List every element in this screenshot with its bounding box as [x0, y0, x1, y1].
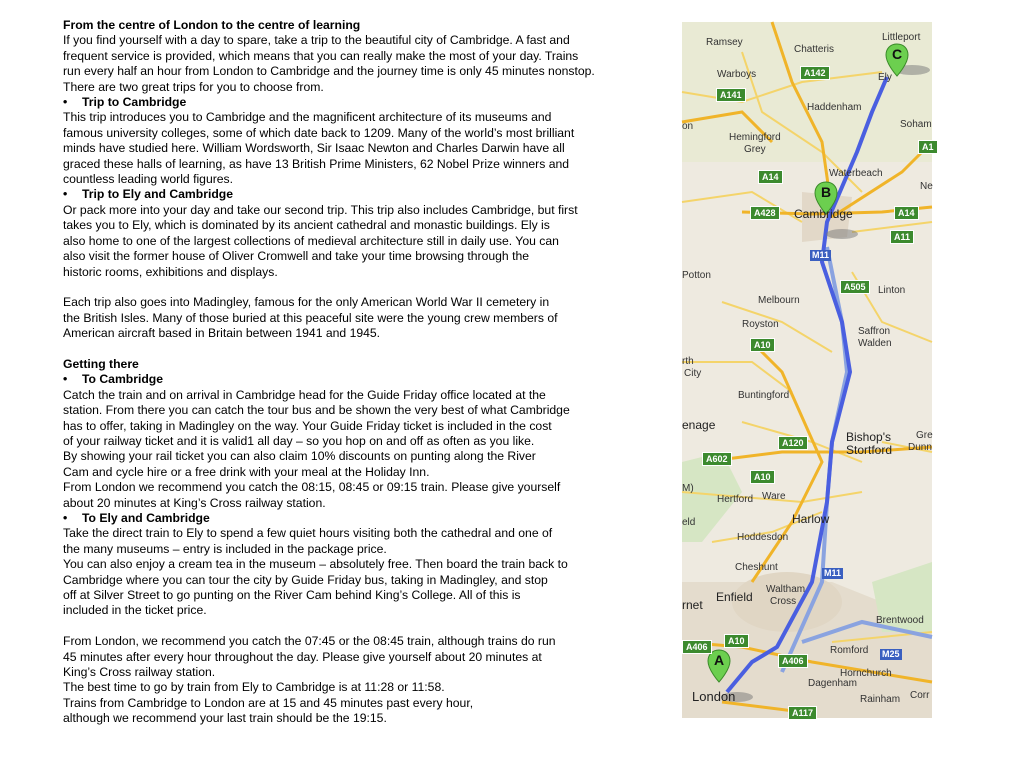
bullet-heading	[63, 95, 663, 110]
text-line: also visit the former house of Oliver Cromwell and take your time browsing through the	[63, 249, 530, 264]
place-melbourn: Melbourn	[758, 295, 800, 306]
road-shield-a14-left: A14	[758, 170, 783, 184]
place-rainham: Rainham	[860, 694, 901, 705]
text-line: You can also enjoy a cream tea in the museum – absolutely free. Then board the train back to	[63, 557, 568, 572]
text-line: also home to one of the largest collections of medieval architecture still in daily use. You can	[63, 233, 559, 248]
place-romford: Romford	[830, 645, 869, 656]
text-line: From London we recommend you catch the 08:15, 08:45 or 09:15 train. Please give yourself	[63, 480, 561, 495]
text-line: although we recommend your last train should be the 19:15.	[63, 711, 387, 726]
road-shield-a505: A505	[840, 280, 870, 294]
road-shield-a1-top: A1	[918, 140, 938, 154]
road-shield-a406-left: A406	[682, 640, 712, 654]
text-line: has to offer, taking in Madingley on the way. Your Guide Friday ticket is included in the cost	[63, 418, 552, 433]
road-shield-a10-mid: A10	[750, 338, 775, 352]
bullet-marker: •	[63, 510, 68, 525]
bullet-marker: •	[63, 372, 68, 387]
place-ely: Ely	[878, 72, 892, 83]
text-line: historic rooms, exhibitions and displays.	[63, 264, 278, 279]
place-harlow: Harlow	[792, 512, 830, 526]
place-waltham: Waltham	[766, 584, 806, 595]
bullet-heading	[63, 187, 663, 202]
road-shield-m25: M25	[882, 649, 900, 659]
place-city: City	[684, 368, 702, 379]
text-line: the many museums – entry is included in the package price.	[63, 541, 387, 556]
paragraph-gap	[63, 280, 663, 295]
place-cambridge: Cambridge	[794, 207, 853, 221]
text-line: station. From there you can catch the tour bus and be shown the very best of what Cambridge	[63, 403, 570, 418]
article-text	[63, 18, 663, 727]
text-line: minds have studied here. William Wordsworth, Sir Isaac Newton and Charles Darwin have all	[63, 141, 565, 156]
place-chatteris: Chatteris	[794, 44, 835, 55]
place-enfield: Enfield	[716, 590, 753, 604]
road-shield-a142: A142	[800, 66, 830, 80]
road-shield-a406-right: A406	[778, 654, 808, 668]
place-dunn: Dunn	[908, 442, 932, 453]
text-line: the British Isles. Many of those buried at this peaceful site were the young crew members of	[63, 310, 558, 325]
place-stortford: Stortford	[846, 443, 893, 457]
place-littleport: Littleport	[882, 32, 921, 43]
place-saffron: Saffron	[858, 326, 891, 337]
text-line: graced these halls of learning, as have 13 British Prime Ministers, 62 Nobel Prize winners and	[63, 156, 570, 171]
bullet-heading-text: Trip to Cambridge	[82, 95, 187, 110]
place-potton: Potton	[682, 270, 711, 281]
text-line: Cambridge where you can tour the city by Guide Friday bus, taking in Madingley, and stop	[63, 572, 548, 587]
place-london: London	[692, 689, 736, 704]
place-haddenham: Haddenham	[807, 102, 862, 113]
bullet-heading-text: Trip to Ely and Cambridge	[82, 187, 234, 202]
place-warboys: Warboys	[717, 69, 757, 80]
place-enage: enage	[682, 418, 716, 432]
paragraph-gap	[63, 619, 663, 634]
marker-a-label: A	[713, 652, 725, 668]
place-cheshunt: Cheshunt	[735, 562, 778, 573]
place-on: on	[682, 121, 694, 132]
place-ware: Ware	[762, 491, 786, 502]
bullet-heading-text: To Cambridge	[82, 372, 164, 387]
text-line: Trains from Cambridge to London are at 15 and 45 minutes past every hour,	[63, 695, 474, 710]
text-line: Or pack more into your day and take our second trip. This trip also includes Cambridge, but first	[63, 202, 578, 217]
place-waterbeach: Waterbeach	[829, 168, 883, 179]
place-hornchurch: Hornchurch	[840, 668, 892, 679]
road-shield-a117: A117	[788, 706, 817, 720]
marker-b-label: B	[820, 184, 832, 200]
place-royston: Royston	[742, 319, 779, 330]
bullet-heading-text: To Ely and Cambridge	[82, 510, 210, 525]
text-line: off at Silver Street to go punting on the River Cam behind King’s College. All of this is	[63, 588, 521, 602]
text-line: Catch the train and on arrival in Cambridge head for the Guide Friday office located at the	[63, 387, 546, 402]
text-line: 45 minutes after every hour throughout the day. Please give yourself about 20 minutes at	[63, 649, 542, 664]
road-shield-a428: A428	[750, 206, 780, 220]
bullet-heading	[63, 372, 663, 387]
text-line: American aircraft based in Britain between 1941 and 1945.	[63, 326, 381, 341]
text-line: This trip introduces you to Cambridge and the magnificent architecture of its museums and	[63, 110, 552, 125]
road-shield-a10-bottom: A10	[724, 634, 749, 648]
place-ramsey: Ramsey	[706, 37, 743, 48]
place-eld: eld	[682, 517, 696, 528]
text-line: frequent service is provided, which means that you can really make the most of your day. Trains	[63, 48, 579, 63]
place-hemingford: Hemingford	[729, 132, 781, 143]
place-cross: Cross	[770, 596, 797, 607]
text-line: If you find yourself with a day to spare, take a trip to the beautiful city of Cambridge. A fast and	[63, 33, 570, 48]
bullet-heading	[63, 511, 663, 526]
place-hertford: Hertford	[717, 494, 754, 505]
place-grey: Grey	[744, 144, 766, 155]
section-heading: Getting there	[63, 356, 139, 371]
text-line: By showing your rail ticket you can also claim 10% discounts on punting along the River	[63, 449, 536, 464]
place-corr: Corr	[910, 690, 930, 701]
text-line: famous university colleges, some of which date back to 1209. Many of the world’s most brilliant	[63, 125, 575, 140]
text-line: of your railway ticket and it is valid1 all day – so you hop on and off as often as you like.	[63, 433, 535, 448]
place-brentwood: Brentwood	[876, 615, 924, 626]
place-hoddesdon: Hoddesdon	[737, 532, 789, 543]
place-gre: Gre	[916, 430, 933, 441]
place-bishops: Bishop's	[846, 430, 891, 444]
bullet-marker: •	[63, 187, 68, 202]
bullet-marker: •	[63, 95, 68, 110]
road-shield-a602: A602	[702, 452, 732, 466]
place-ne: Ne	[920, 181, 933, 192]
road-shield-a14-right: A14	[894, 206, 919, 220]
paragraph-gap	[63, 342, 663, 357]
text-line: run every half an hour from London to Cambridge and the journey time is only 45 minutes nonstop.	[63, 64, 595, 79]
marker-b-shadow	[826, 229, 858, 239]
text-line: There are two great trips for you to choose from.	[63, 79, 324, 94]
section-heading: From the centre of London to the centre of learning	[63, 18, 361, 32]
road-shield-a10-low: A10	[750, 470, 775, 484]
road-shield-m11-low: M11	[824, 568, 842, 578]
place-soham: Soham	[900, 119, 932, 130]
text-line: King’s Cross railway station.	[63, 665, 216, 680]
place-walden: Walden	[858, 338, 892, 349]
place-dagenham: Dagenham	[808, 678, 857, 689]
text-line: takes you to Ely, which is dominated by its ancient cathedral and monastic buildings. Ely is	[63, 218, 550, 233]
place-linton: Linton	[878, 285, 906, 296]
place-buntingford: Buntingford	[738, 390, 790, 401]
text-line: Each trip also goes into Madingley, famous for the only American World War II cemetery in	[63, 295, 550, 310]
place-m-partial: M)	[682, 483, 694, 494]
route-map[interactable]	[682, 22, 932, 718]
text-line: The best time to go by train from Ely to Cambridge is at 11:28 or 11:58.	[63, 680, 445, 695]
road-shield-m11-top: M11	[812, 250, 830, 260]
text-line: countless leading world figures.	[63, 172, 234, 187]
text-line: From London, we recommend you catch the 07:45 or the 08:45 train, although trains do run	[63, 634, 556, 649]
place-rth: rth	[682, 356, 694, 367]
text-line: about 20 minutes at King’s Cross railway station.	[63, 495, 326, 510]
text-line: Cam and cycle hire or a free drink with your meal at the Holiday Inn.	[63, 464, 430, 479]
text-line: included in the ticket price.	[63, 603, 207, 618]
road-shield-a141: A141	[716, 88, 746, 102]
road-shield-a120: A120	[778, 436, 808, 450]
place-rnet: rnet	[682, 598, 703, 612]
road-shield-a11: A11	[890, 230, 914, 244]
text-line: Take the direct train to Ely to spend a few quiet hours visiting both the cathedral and one of	[63, 526, 553, 541]
marker-c-label: C	[891, 46, 903, 62]
map-canvas	[682, 22, 932, 718]
